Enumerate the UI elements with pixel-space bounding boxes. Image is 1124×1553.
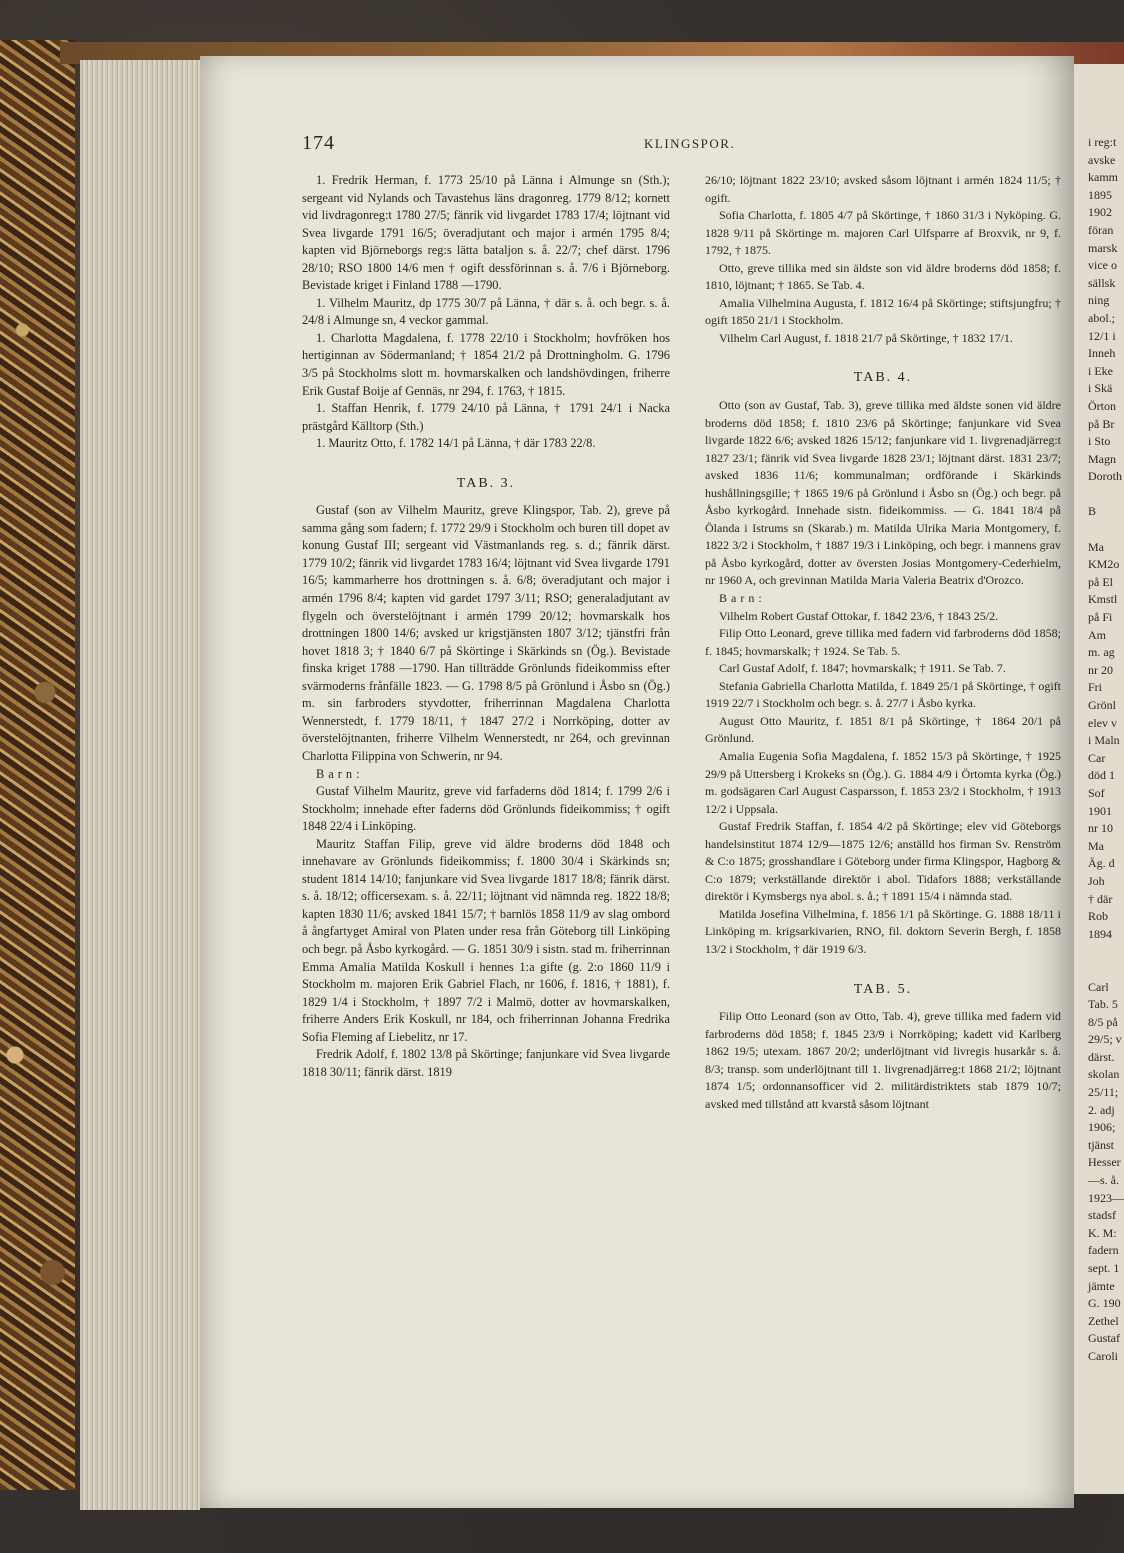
facing-page-line: Zethel [1088,1313,1119,1328]
facing-page-line: Sof [1088,785,1105,800]
entry-otto: Otto, greve tillika med sin äldste son vid äldre broderns död 1858; f. 1810, löjtnant; † 1865. Se Tab. 4. [705,260,1061,293]
facing-page-line: avske [1088,152,1116,167]
facing-page-line: skolan [1088,1067,1120,1082]
facing-page-line: sept. 1 [1088,1261,1120,1275]
facing-page-line: sällsk [1088,275,1116,290]
facing-page-fragment [1074,64,1124,1494]
facing-page-line: abol.; [1088,310,1115,325]
tab5-intro: Filip Otto Leonard (son av Otto, Tab. 4), greve tillika med fadern vid farbroderns död 1858; f. 1845 23/9 i Norrköping; kadett vid Karlberg 1862 19/5; utexam. 1867 20/2; underlöjtnant vid livregis husarkår s. å. 8/3; transp. som underlöjtnant till 1. livgrenadjärreg:t 1868 21/2; löjtnant 1874 1/5; ordonnansofficer vid 2. militärdistriktets stab 1879 10/7; avsked med tillstånd att kvarstå såsom löjtnant [705,1009,1061,1111]
facing-page-line: nr 20 [1088,662,1113,677]
facing-page-line: på Br [1088,416,1115,431]
tab4-child: Stefania Gabriella Charlotta Matilda, f. 1849 25/1 på Skörtinge, † ogift 1919 22/7 i Stockholm och begr. s. å. 27/7 i Åsbo kyrka. [705,678,1061,711]
entry-sofia-charlotta: Sofia Charlotta, f. 1805 4/7 på Skörtinge, † 1860 31/3 i Nyköping. G. 1828 9/11 på Skörtinge m. majoren Carl Ulfsparre af Broxvik, nr 9, f. 1792, † 1875. [705,208,1061,258]
facing-page-line: i reg:t [1088,135,1117,149]
tab4-heading: TAB. 4. [853,370,913,386]
entry-mauritz-otto: 1. Mauritz Otto, f. 1782 14/1 på Länna, † där 1783 22/8. [316,436,596,451]
facing-page-line: tjänst [1088,1137,1114,1152]
facing-page-line: i Eke [1088,363,1113,378]
facing-page-line: nr 10 [1088,821,1113,836]
facing-page-line: kamm [1088,170,1118,185]
facing-page-line: Grönl [1088,698,1116,712]
entry-vilhelm-mauritz: 1. Vilhelm Mauritz, dp 1775 30/7 på Länna, † där s. å. och begr. s. å. 24/8 i Almunge sn, 4 veckor gammal. [302,295,670,328]
tab4-child: Filip Otto Leonard, greve tillika med fadern vid farbroderns död 1858; f. 1845; hovmarskalk; † 1924. Se Tab. 5. [705,626,1061,658]
facing-page-line: 1901 [1088,803,1112,818]
facing-page-line [1088,961,1124,979]
facing-page-line: Caroli [1088,1348,1118,1363]
tab3-barn-label: Barn: [316,766,364,781]
page-edges [80,60,200,1510]
entry-charlotta-magdalena: 1. Charlotta Magdalena, f. 1778 22/10 i Stockholm; hovfröken hos hertiginnan av Södermanland; † 1854 21/2 på Drottningholm. G. 1796 3/5 på Stockholms slott m. hovmarskalken och landshövdingen, friherre Erik Gustaf Boije af Gennäs, nr 294, f. 1763, † 1815. [302,330,670,398]
facing-page-line: Rob [1088,909,1109,924]
tab3-heading: TAB. 3. [456,475,516,491]
facing-page-line: 8/5 på [1088,1014,1118,1029]
facing-page-line: Car [1088,750,1106,765]
facing-page-line: Joh [1088,873,1105,888]
facing-page-line: 1895 [1088,187,1112,202]
tab4-barn-label: Barn: [719,591,766,606]
entry-amalia-vilhelmina: Amalia Vilhelmina Augusta, f. 1812 16/4 på Skörtinge; stiftsjungfru; † ogift 1850 21/1 i Stockholm. [705,295,1061,328]
facing-page-line: Örton [1088,398,1116,413]
facing-page-line: 1894 [1088,926,1112,941]
facing-page-line: föran [1088,222,1114,237]
tab4-child: August Otto Mauritz, f. 1851 8/1 på Skörtinge, † 1864 20/1 på Grönlund. [705,713,1061,746]
tab4-intro: Otto (son av Gustaf, Tab. 3), greve tillika med äldste sonen vid äldre broderns död 1858; f. 1810 23/6 på Skörtinge; fanjunkare vid Svea livgarde 1822 6/6; avsked 1826 15/12; fanjunkare vid 1. livgrenadjärreg:t 1827 23/1; fänrik vid Svea livgarde 1828 23/1; löjtnant därst. 1831 23/7; avsked 1836 11/6; kommunalman; ordförande i Skärkinds hushållningsgille; † 1865 19/6 på Grönlund i Åsbo sn (Ög.) och begr. på Åsbo kyrkogård. Innehade sistn. fideikommiss. — G. 1841 18/4 på Ölanda i Istrums sn (Skarab.) m. Matilda Ulrika Maria Montgomery, f. 1822 3/2 i Stockholm, † 1887 19/3 i Linköping, och begr. i mannens grav på Åsbo kyrkogård, dotter av översten Josias Montgomery-Cederhielm, nr 1960 A, och grevinnan Matilda Maria Valeria Beatrix d'Orozco. [705,398,1061,588]
facing-page-line: Carl [1088,979,1109,994]
entry-fredrik-herman: 1. Fredrik Herman, f. 1773 25/10 på Länna i Almunge sn (Sth.); sergeant vid Nylands och Tavastehus läns dragonreg. 1779 8/12; kornett vid livdragonreg:t 1780 27/5; fänrik vid livgardet 1783 17/4; löjtnant vid Svea livgarde 1791 16/5; överadjutant och major i armén 1795 8/4; kapten vid Björneborgs reg:s lätta bataljon s. å. 22/7; chef därst. 1796 28/10; RSO 1800 14/6 men † ogift dessförinnan s. å. 7/6 i Björneborg. Bevistade kriget i Finland 1788 —1790. [302,173,670,293]
facing-page-line: —s. å. [1088,1173,1119,1188]
facing-page-line: 2. adj [1088,1102,1115,1117]
facing-page-line: † där [1088,891,1113,906]
facing-page-line: Magn [1088,451,1116,466]
facing-page-line: 25/11; [1088,1085,1119,1100]
left-column [302,172,670,1081]
facing-page-line: K. M: [1088,1225,1117,1240]
facing-page-line: elev v [1088,715,1117,730]
facing-page-line: vice o [1088,258,1117,273]
facing-page-line: Inneh [1088,346,1116,361]
facing-page-line: död 1 [1088,768,1115,783]
tab4-child: Vilhelm Robert Gustaf Ottokar, f. 1842 23/6, † 1843 25/2. [719,608,999,623]
facing-page-line: Ma [1088,539,1104,554]
facing-page-line: Am [1088,627,1106,642]
facing-page-text [1074,64,1124,1366]
facing-page-line: 12/1 i [1088,328,1116,343]
right-column [705,172,1061,1113]
tab3-intro: Gustaf (son av Vilhelm Mauritz, greve Klingspor, Tab. 2), greve på samma gång som fadern; f. 1772 29/9 i Stockholm och buren till dopet av konung Gustaf III; sergeant vid Västmanlands reg. s. d.; fänrik därst. 1779 10/2; fänrik vid livgardet 1783 16/4; löjtnant vid Svea livgarde 1791 16/5; kammarherre hos drottningen s. å. 6/8; överadjutant och major i armén 1796 8/4; kapten vid gardet 1797 3/11; RSO; generaladjutant av flygeln och överstelöjtnant i armén 1799 20/12; hovmarskalk hos drottningen 1800 14/6; avsked ur krigstjänsten 1807 3/12; tjänstfri från hovet 1818 3; † 1840 6/7 på Skörtinge i Skärkinds sn (Ög.). Bevistade finska kriget 1788 —1790. Han tillträdde Grönlunds fideikommiss efter svärmoderns frånfälle 1823. — G. 1798 8/5 på Grönlund i Åsbo sn (Ög.) m. sin farbroders styvdotter, friherrinnan Magdalena Charlotta Wennerstedt, f. 1779 18/11, † 1847 27/2 i Norrköping, dotter av överstelöjtnanten, friherre Vilhelm Wennerstedt, nr 264, och grevinnan Charlotta Filippina von Schwerin, nr 94. [302,503,670,763]
facing-page-line: i Skä [1088,381,1113,396]
facing-page-line: därst. [1088,1049,1115,1064]
tab4-child: Gustaf Fredrik Staffan, f. 1854 4/2 på Skörtinge; elev vid Göteborgs handelsinstitut 1874 12/9—1875 12/6; anställd hos firman Sv. Renström & C:o 1875; grosshandlare i Göteborg under firma Klingspor, Hagborg & C:o 1879; verkställande direktör i abol. Tidafors 1888; verkställande direktör i Kymsbergs nya abol. s. å.; † 1891 15/4 i nämnda stad. [705,819,1061,904]
page-number: 174 [302,132,335,154]
facing-page-line: B [1088,504,1097,519]
facing-page-line: Äg. d [1088,856,1115,871]
facing-page-line: Doroth [1088,469,1122,484]
facing-page-line: Hesser [1088,1155,1121,1170]
running-head: KLINGSPOR. [644,136,736,151]
facing-page-line: Tab. 5 [1088,997,1118,1012]
tab3-child: Fredrik Adolf, f. 1802 13/8 på Skörtinge; fanjunkare vid Svea livgarde 1818 30/11; fänrik därst. 1819 [302,1047,670,1079]
facing-page-line: på Fi [1088,610,1113,625]
tab4-child: Matilda Josefina Vilhelmina, f. 1856 1/1 på Skörtinge. G. 1888 18/11 i Linköping m. krigsarkivarien, RNO, fil. doktorn Severin Bergh, f. 1858 13/2 i Stockholm, † där 1919 6/3. [705,906,1061,956]
facing-page-line: Ma [1088,838,1104,853]
facing-page-line: KM2o [1088,557,1120,572]
facing-page-line: 29/5; v [1088,1032,1122,1047]
continued-entry: 26/10; löjtnant 1822 23/10; avsked såsom löjtnant i armén 1824 11/5; † ogift. [705,173,1061,205]
facing-page-line [1088,943,1124,961]
facing-page-line: m. ag [1088,645,1115,660]
tab3-child: Mauritz Staffan Filip, greve vid äldre broderns död 1848 och innehavare av Grönlunds fideikommiss; f. 1800 30/4 i Skärkinds sn; student 1814 14/10; fanjunkare vid Svea livgarde 1817 18/8; fänrik därst. s. å. 18/12; officersexam. s. å. 22/11; löjtnant vid nämnda reg. 1822 18/8; kapten 1830 11/6; avsked 1841 15/7; † barnlös 1858 11/9 av slag ombord å ångfartyget Amiral von Platen under resa från Göteborg till Linköping och begr. på Åsbo kyrkogård. — G. 1851 30/9 i sistn. stad m. friherrinnan Emma Amalia Matilda Koskull i hennes 1:a gifte (g. 2:o 1860 11/9 i Stockholm m. majoren Erik Gabriel Flach, nr 1606, f. 1816, † 1881), f. 1829 1/4 i Stockholm, † 1897 7/2 i Malmö, dotter av hovmarskalken, friherre Anders Erik Koskull, nr 184, och friherrinnan Johanna Fredrika Sofia Fleming af Liebelitz, nr 17. [302,836,670,1044]
tab5-heading: TAB. 5. [853,981,913,997]
facing-page-line: Gustaf [1088,1331,1120,1346]
tab3-child: Gustaf Vilhelm Mauritz, greve vid farfaderns död 1814; f. 1799 2/6 i Stockholm; innehade efter faderns död Grönlunds fideikommiss; † ogift 1848 22/4 i Linköping. [302,784,670,834]
facing-page-line [1088,486,1124,504]
entry-staffan-henrik: 1. Staffan Henrik, f. 1779 24/10 på Länna, † 1791 24/1 i Nacka prästgård Källtorp (Sth.) [302,401,670,433]
facing-page-line: i Maln [1088,733,1120,748]
facing-page-line: fadern [1088,1243,1119,1258]
tab4-child: Amalia Eugenia Sofia Magdalena, f. 1852 15/3 på Skörtinge, † 1925 29/9 på Uttersberg i Krokeks sn (Ög.). G. 1884 4/9 i Örtomta kyrka (Ög.) m. godsägaren Carl August Casparsson, f. 1853 23/2 i Stockholm, † 1913 12/2 i Uppsala. [705,748,1061,816]
facing-page-line: på El [1088,574,1113,589]
entry-vilhelm-carl: Vilhelm Carl August, f. 1818 21/7 på Skörtinge, † 1832 17/1. [719,330,1013,345]
facing-page-line: Kmstl [1088,592,1118,607]
facing-page-line: 1902 [1088,205,1112,220]
facing-page-line: 1923— [1088,1190,1124,1205]
facing-page-line: marsk [1088,240,1118,255]
facing-page-line: 1906; [1088,1120,1116,1135]
facing-page-line [1088,521,1124,539]
facing-page-line: i Sto [1088,434,1111,449]
book-spine-marbled [0,40,75,1490]
facing-page-line: Fri [1088,680,1103,695]
facing-page-line: G. 190 [1088,1296,1121,1311]
facing-page-line: jämte [1088,1278,1115,1293]
tab4-child: Carl Gustaf Adolf, f. 1847; hovmarskalk; † 1911. Se Tab. 7. [719,661,1006,676]
facing-page-line: ning [1088,293,1110,308]
facing-page-line: stadsf [1088,1208,1116,1223]
